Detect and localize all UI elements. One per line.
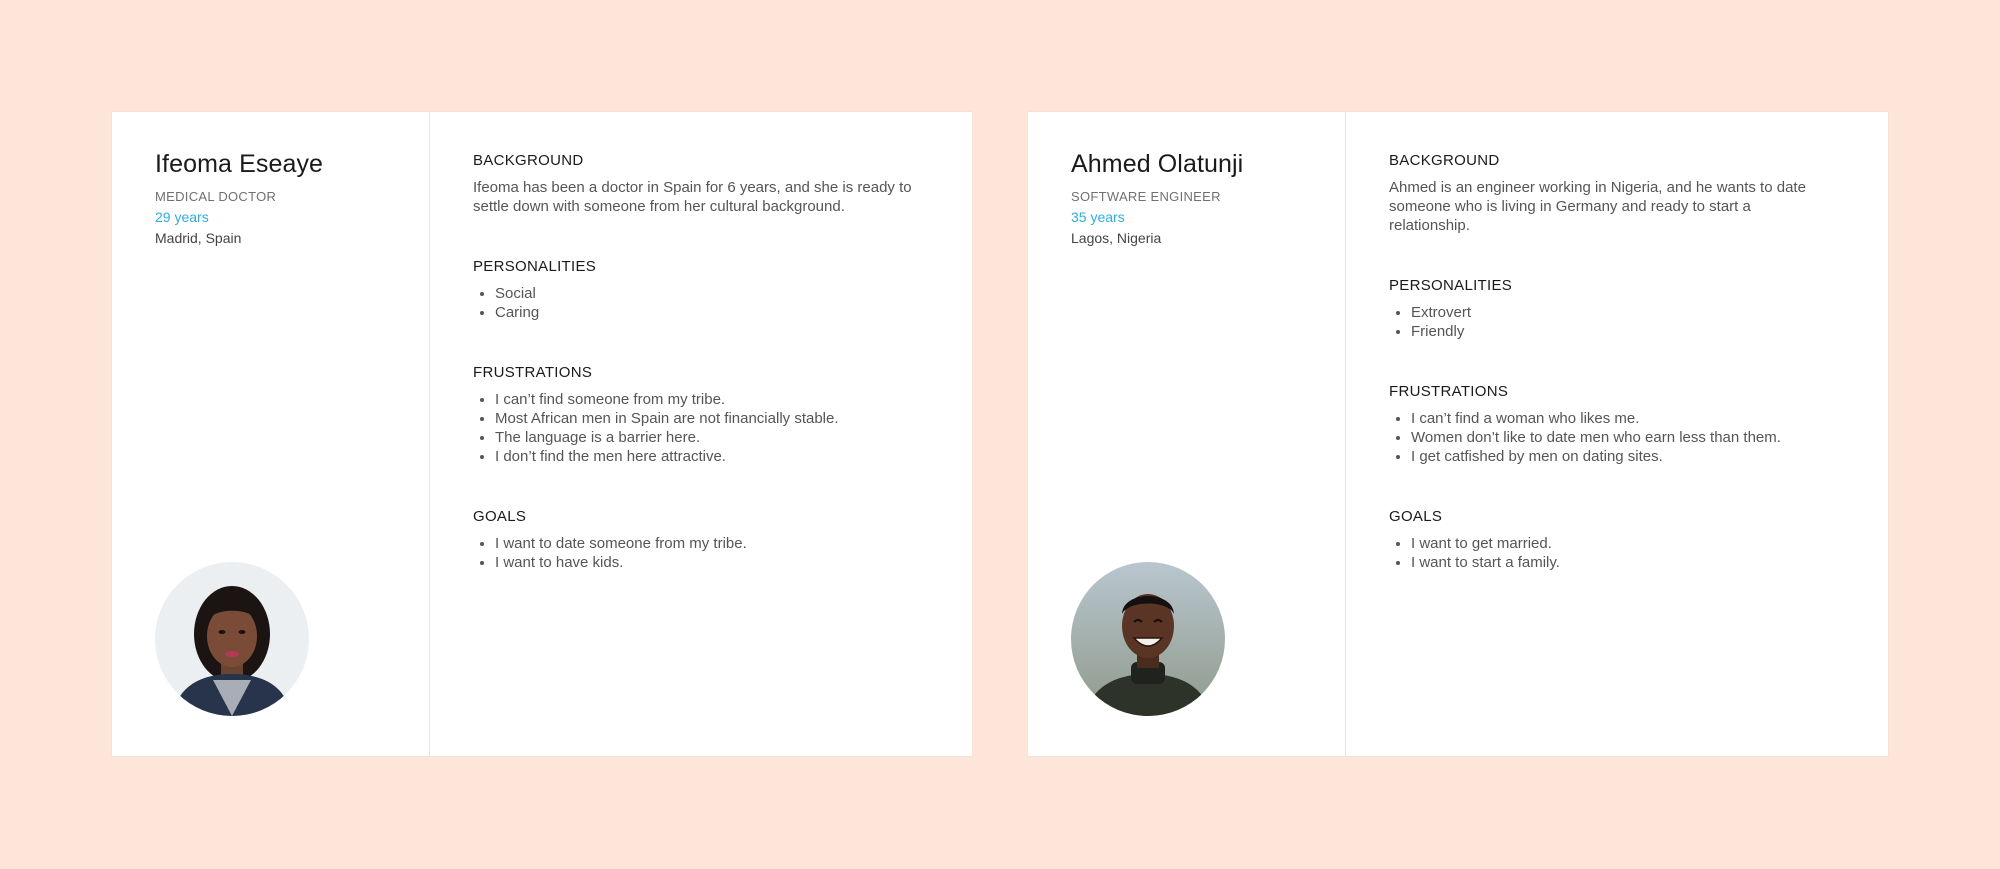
persona-role: SOFTWARE ENGINEER	[1071, 189, 1221, 204]
background-text: Ifeoma has been a doctor in Spain for 6 years, and she is ready to settle down with someone from her cultural background.	[473, 179, 912, 215]
persona-name: Ahmed Olatunji	[1071, 150, 1244, 178]
persona-profile-panel	[112, 112, 430, 756]
avatar	[155, 562, 309, 716]
list-item: • Friendly	[1411, 322, 1845, 341]
persona-location: Lagos, Nigeria	[1071, 230, 1162, 246]
frustrations-section	[473, 364, 929, 466]
goals-heading: GOALS	[1389, 508, 1443, 525]
list-item: • The language is a barrier here.	[495, 428, 929, 447]
personalities-section	[473, 258, 929, 322]
personalities-section	[1389, 277, 1845, 341]
goals-section	[1389, 508, 1845, 572]
persona-card	[1028, 112, 1888, 756]
list-item: • Women don’t like to date men who earn less than them.	[1411, 428, 1845, 447]
list-item: • I can’t find someone from my tribe.	[495, 390, 929, 409]
persona-role: MEDICAL DOCTOR	[155, 189, 277, 204]
background-heading: BACKGROUND	[1389, 152, 1500, 169]
persona-name: Ifeoma Eseaye	[155, 150, 324, 178]
background-section	[473, 152, 929, 216]
frustrations-heading: FRUSTRATIONS	[1389, 383, 1509, 400]
list-item: • Most African men in Spain are not financially stable.	[495, 409, 929, 428]
background-section	[1389, 152, 1845, 235]
goals-list	[1389, 534, 1845, 572]
list-item: • Extrovert	[1411, 303, 1845, 322]
list-item: • I want to date someone from my tribe.	[495, 534, 929, 553]
list-item: • Social	[495, 284, 929, 303]
frustrations-list	[1389, 409, 1845, 466]
persona-details-panel	[430, 112, 972, 756]
persona-details-panel	[1346, 112, 1888, 756]
frustrations-list	[473, 390, 929, 466]
personalities-heading: PERSONALITIES	[1389, 277, 1513, 294]
background-heading: BACKGROUND	[473, 152, 584, 169]
persona-profile-panel	[1028, 112, 1346, 756]
goals-list	[473, 534, 929, 572]
list-item: • I can’t find a woman who likes me.	[1411, 409, 1845, 428]
personalities-list	[1389, 303, 1845, 341]
list-item: • I want to have kids.	[495, 553, 929, 572]
persona-age: 29 years	[155, 209, 209, 225]
list-item: • Caring	[495, 303, 929, 322]
avatar	[1071, 562, 1225, 716]
goals-heading: GOALS	[473, 508, 527, 525]
list-item: • I want to start a family.	[1411, 553, 1845, 572]
personalities-heading: PERSONALITIES	[473, 258, 597, 275]
persona-age: 35 years	[1071, 209, 1125, 225]
list-item: • I want to get married.	[1411, 534, 1845, 553]
list-item: • I get catfished by men on dating sites.	[1411, 447, 1845, 466]
background-text: Ahmed is an engineer working in Nigeria, and he wants to date someone who is living in Germany and ready to start a relationship.	[1389, 179, 1806, 234]
frustrations-section	[1389, 383, 1845, 466]
goals-section	[473, 508, 929, 572]
personalities-list	[473, 284, 929, 322]
persona-location: Madrid, Spain	[155, 230, 242, 246]
frustrations-heading: FRUSTRATIONS	[473, 364, 593, 381]
persona-card	[112, 112, 972, 756]
list-item: • I don’t find the men here attractive.	[495, 447, 929, 466]
